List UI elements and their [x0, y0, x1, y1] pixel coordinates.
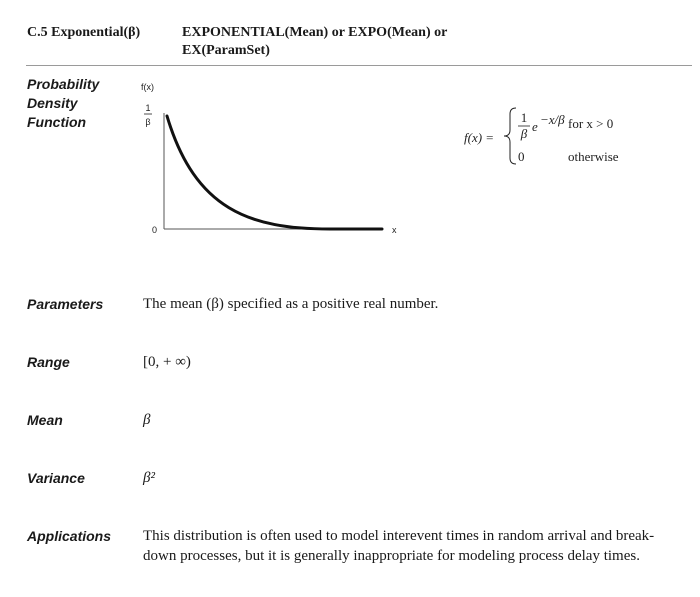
parameters-value: The mean (β) specified as a positive real number.: [143, 296, 439, 312]
y-tick-zero: 0: [152, 225, 158, 235]
formula-frac-num: 1: [520, 110, 528, 125]
mean-label: Mean: [27, 412, 63, 428]
variance-label: Variance: [27, 470, 85, 486]
parameters-label: Parameters: [27, 296, 104, 312]
variance-value: β²: [143, 470, 155, 486]
formula-brace: [504, 108, 516, 164]
section-title: C.5 Exponential(β): [27, 25, 141, 40]
header-divider: [26, 65, 692, 66]
applications-label: Applications: [27, 528, 112, 544]
pdf-curve: [167, 116, 382, 229]
syntax-line-2: EX(ParamSet): [182, 43, 270, 58]
formula-lhs: f(x) =: [464, 130, 495, 145]
pdf-label-line-2: Density: [27, 95, 78, 111]
pdf-graph: [130, 75, 420, 245]
pdf-label: [27, 75, 99, 132]
applications-value: [143, 526, 693, 566]
y-tick-top-denominator: β: [145, 117, 151, 127]
formula-case2-cond: otherwise: [568, 149, 619, 164]
formula-exp-power: −x/β: [540, 112, 565, 127]
pdf-label-line-1: Probability: [27, 76, 100, 92]
formula-case2-value: 0: [518, 149, 525, 164]
formula-frac-den: β: [520, 126, 528, 141]
formula-exp-base: e: [532, 119, 538, 134]
y-axis-label: f(x): [141, 82, 154, 92]
x-axis-label: x: [392, 225, 397, 235]
y-tick-top-numerator: 1: [145, 103, 151, 113]
pdf-label-line-3: Function: [27, 114, 87, 130]
mean-value: β: [143, 412, 151, 428]
range-label: Range: [27, 354, 70, 370]
syntax-line-1: EXPONENTIAL(Mean) or EXPO(Mean) or: [182, 25, 448, 40]
applications-line-2: down processes, but it is generally inappropriate for modeling process delay times.: [143, 548, 640, 564]
applications-line-1: This distribution is often used to model interevent times in random arrival and break-: [143, 528, 655, 544]
formula-case1-cond: for x > 0: [568, 116, 614, 131]
pdf-formula: [460, 100, 680, 170]
range-value: [0, + ∞): [143, 354, 191, 370]
